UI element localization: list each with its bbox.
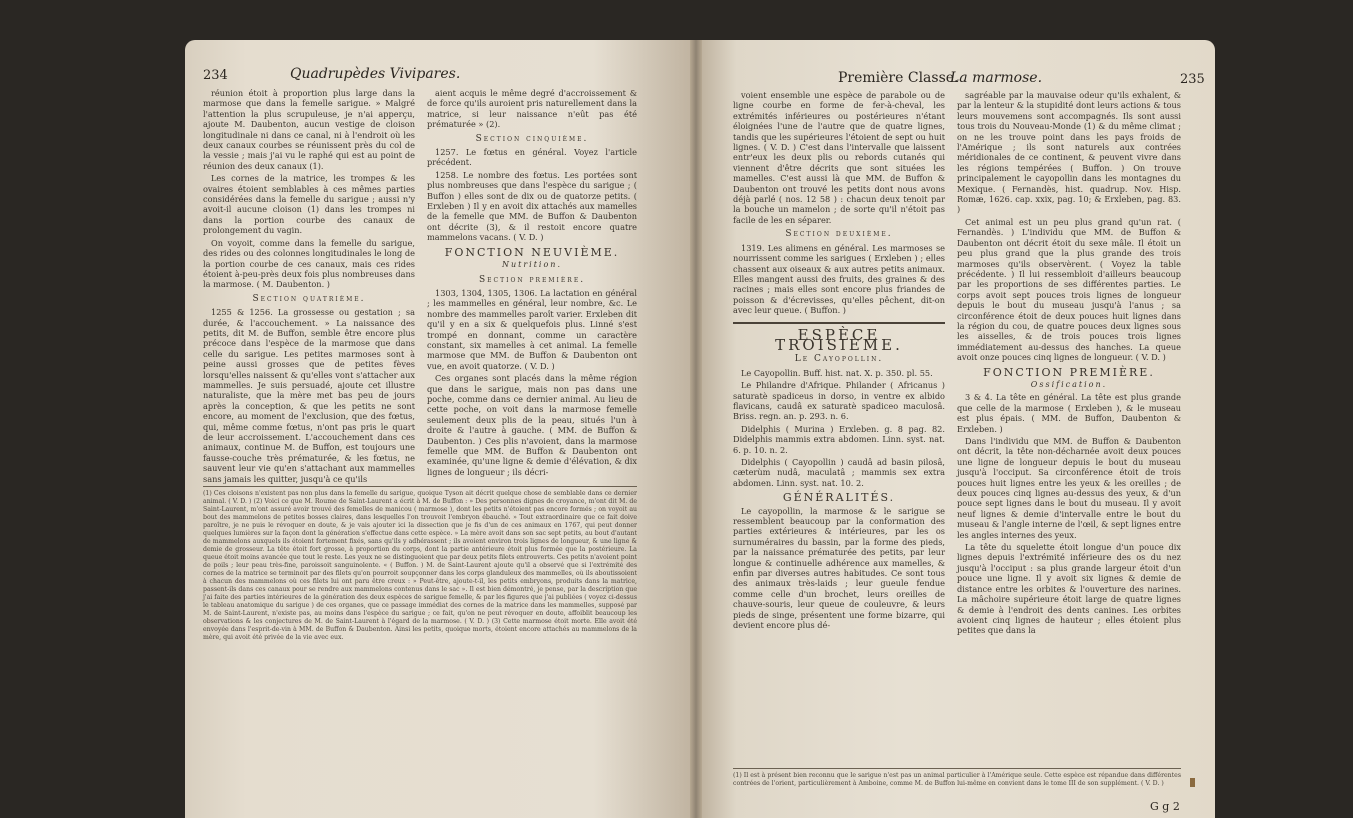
- right-column-2: [957, 90, 1181, 638]
- section-heading: Section cinquième.: [475, 133, 589, 144]
- left-page-number: 234: [203, 68, 228, 83]
- paragraph: 1303, 1304, 1305, 1306. La lactation en général ; les mammelles en général, leur nombre, &c. Le nombre des mammelles paroît varier. Erxleben dit qu'il y en a six & quelquefois plus. Linné s'est trompé en donnant, comme un caractère constant, six mamelles à cet animal. La femelle marmose que MM. de Buffon & Daubenton ont vue, en avoit quatorze. ( V. D. ): [427, 287, 637, 371]
- paragraph: sagréable par la mauvaise odeur qu'ils exhalent, & par la lenteur & la stupidité dont leurs actions & tous leurs mouvemens sont accompagnés. Ils sont aussi tous trois du Nouveau-Monde (1) & du même climat ; on ne les trouve point dans les pays froids de l'Amérique ; ils sont naturels aux contrées méridionales de ce continent, & peuvent vivre dans les régions tempérées ( Buffon. ) On trouve principalement le cayopollin dans les montagnes du Mexique. ( Fernandès, hist. quadrup. Nov. Hisp. Romæ, 1626. cap. xxix, pag. 10; & Erxleben, pag. 83. ): [957, 90, 1181, 215]
- right-running-head-italic: La marmose.: [950, 70, 1043, 86]
- footnote-rule: [203, 486, 637, 487]
- paragraph: Ces organes sont placés dans la même région que dans le sarigue, mais non pas dans une poche, comme dans ce dernier animal. Au lieu de cette poche, on voit dans la marmose femelle seulement deux plis de la peau, situés l'un à droite & l'autre à gauche. ( MM. de Buffon & Daubenton. ) Ces plis n'avoient, dans la marmose femelle que MM. de Buffon & Daubenton ont examinée, qu'une ligne & demie d'élévation, & dix lignes de longueur ; ils décri-: [427, 373, 637, 477]
- paragraph: Cet animal est un peu plus grand qu'un rat. ( Fernandès. ) L'individu que MM. de Buffon & Daubenton ont décrit étoit du sexe mâle. Il étoit un peu plus grand que la plus grande des trois marmoses qu'ils observèrent. ( Voyez la table précédente. ) Il lui ressembloit d'ailleurs beaucoup par les proportions de ses différentes parties. Le corps avoit sept pouces trois lignes de longueur depuis le bout du museau jusqu'à l'anus ; sa circonférence étoit de deux pouces huit lignes dans la région du cou, de quatre pouces deux lignes sous les aisselles, & de trois pouces trois lignes immédiatement au-dessus des hanches. La queue avoit onze pouces cinq lignes de longueur. ( V. D. ): [957, 216, 1181, 363]
- right-running-head-roman: Première Classe.: [838, 70, 959, 86]
- generalities-heading: GÉNÉRALITÉS.: [782, 491, 896, 505]
- left-running-head: Quadrupèdes Vivipares.: [290, 66, 461, 82]
- paragraph: 1258. Le nombre des fœtus. Les portées sont plus nombreuses que dans l'espèce du sarigue ; ( Buffon ) elles sont de dix ou de quatorze petits. ( Erxleben ) Il y en avoit dix attachés aux mamelles de la femelle que MM. de Buffon & Daubenton ont décrite (3), & il restoit encore quatre mammelons vacans. ( V. D. ): [427, 169, 637, 243]
- right-page-number: 235: [1180, 72, 1205, 87]
- paragraph: voient ensemble une espèce de parabole ou de ligne courbe en forme de fer-à-cheval, les extrémités inférieures ou postérieures n'étant éloignées l'une de l'autre que de quatre lignes, tandis que les supérieures l'étoient de sept ou huit lignes. ( V. D. ) C'est dans l'intervalle que laissent entr'eux les deux plis ou rebords cutanés qui viennent d'être décrits que sont situées les mamelles. C'est aussi là que MM. de Buffon & Daubenton ont trouvé les petits dont nous avons déjà parlé ( nos. 12 58 ) : chacun deux tenoit par la bouche un mamelon ; de sorte qu'il n'étoit pas facile de les en séparer.: [733, 90, 945, 225]
- paragraph: 1319. Les alimens en général. Les marmoses se nourrissent comme les sarigues ( Erxleben ) ; elles chassent aux oiseaux & aux autres petits animaux. Elles mangent aussi des fruits, des graines & des racines ; mais elles sont encore plus friandes de poisson & d'écrevisses, qu'elles pêchent, dit-on avec leur queue. ( Buffon. ): [733, 242, 945, 316]
- paragraph: réunion étoit à proportion plus large dans la marmose que dans la femelle sarigue. » Malgré l'attention la plus scrupuleuse, je n'ai apperçu, ajoute M. Daubenton, aucun vestige de cloison longitudinale ni dans ce canal, ni à l'endroit où les deux canaux courbes se réunissent près du col de la vessie ; mais j'ai vu le raphé qui est au point de réunion des deux canaux (1).: [203, 88, 415, 171]
- paragraph: Les cornes de la matrice, les trompes & les ovaires étoient semblables à ces mêmes parties considérées dans la femelle du sarigue ; aussi n'y avoit-il aucune cloison (1) dans les trompes ni dans la portion courbe des canaux de prolongement du vagin.: [203, 173, 415, 236]
- paragraph: Le Philandre d'Afrique. Philander ( Africanus ) saturatè spadiceus in dorso, in ventre ex albido flavicans, caudâ ex saturatè spadiceo maculosâ. Briss. regn. an. p. 293. n. 6.: [733, 380, 945, 422]
- page-tab-marker: [1190, 778, 1195, 787]
- book-gutter: [690, 40, 702, 818]
- right-footnote: (1) Il est à présent bien reconnu que le sarigue n'est pas un animal particulier à l'Amérique seule. Cette espèce est répandue dans différentes contrées de l'orient, particulièrement à Amboine, comme M. de Buffon lui-même en convient dans le tome III de son supplément. ( V. D. ): [733, 772, 1181, 787]
- paragraph: Le Cayopollin. Buff. hist. nat. X. p. 350. pl. 55.: [741, 367, 933, 378]
- section-heading: Section première.: [478, 274, 586, 285]
- paragraph: Didelphis ( Cayopollin ) caudâ ad basin pilosâ, cæterùm nudâ, maculatâ ; mammis sex extra abdomen. Linn. syst. nat. 10. 2.: [733, 457, 945, 488]
- sub-heading: Nutrition.: [501, 260, 563, 270]
- left-column-1: [203, 88, 415, 486]
- species-heading: ESPÈCE TROISIÈME.: [733, 322, 945, 351]
- paragraph: 3 & 4. La tête en général. La tête est plus grande que celle de la marmose ( Erxleben ), & le museau est plus épais. ( MM. de Buffon, Daubenton & Erxleben. ): [957, 392, 1181, 434]
- paragraph: La tête du squelette étoit longue d'un pouce dix lignes depuis l'extrémité inférieure des os du nez jusqu'à l'occiput : sa plus grande largeur étoit d'un pouce une ligne. Il y avoit six lignes & demie de distance entre les orbites & l'ouverture des narines. La mâchoire supérieure étoit large de quatre lignes & demie à l'endroit des dents canines. Les orbites avoient cinq lignes de hauteur ; elles étoient plus petites que dans la: [957, 542, 1181, 636]
- section-heading: Section deuxième.: [785, 229, 893, 240]
- paragraph: Le cayopollin, la marmose & le sarigue se ressemblent beaucoup par la conformation des parties extérieures & intérieures, par les os surnuméraires du bassin, par la forme des pieds, par la naissance prématurée des petits, par leur longue & continuelle adhérence aux mamelles, & enfin par diverses autres habitudes. Ce sont tous des animaux très-laids ; leur gueule fendue comme celle d'un brochet, leurs oreilles de chauve-souris, leur queue de couleuvre, & leurs pieds de singe, présentent une forme bizarre, qui devient encore plus dé-: [733, 505, 945, 631]
- paragraph: On voyoit, comme dans la femelle du sarigue, des rides ou des colonnes longitudinales le long de la portion courbe de ces canaux, mais ces rides étoient à-peu-près deux fois plus nombreuses dans la marmose. ( M. Daubenton. ): [203, 237, 415, 290]
- function-heading: FONCTION NEUVIÈME.: [444, 245, 620, 259]
- paragraph: 1257. Le fœtus en général. Voyez l'article précédent.: [427, 147, 637, 168]
- sub-heading: Ossification.: [1030, 379, 1108, 389]
- paragraph: 1255 & 1256. La grossesse ou gestation ; sa durée, & l'accouchement. » La naissance des petits, dit M. de Buffon, semble être encore plus précoce dans l'espèce de la marmose que dans celle du sarigue. Les petites marmoses sont à peine aussi grosses que de petites fèves lorsqu'elles naissent & qu'elles vont s'attacher aux mammelles. Je suis persuadé, ajoute cet illustre naturaliste, que la mère met bas peu de jours après la conception, & que les petits ne sont encore, au moment de l'exclusion, que des fœtus, qui, même comme fœtus, n'ont pas pris le quart de leur accroissement. L'accouchement dans ces animaux, continue M. de Buffon, est toujours une fausse-couche très prématurée, & les fœtus, ne sauvent leur vie qu'en s'attachant aux mammelles sans jamais les quitter, jusqu'à ce qu'ils: [203, 307, 415, 484]
- left-column-2: [427, 88, 637, 479]
- paragraph: Didelphis ( Murina ) Erxleben. g. 8 pag. 82. Didelphis mammis extra abdomen. Linn. syst. nat. 6. p. 10. n. 2.: [733, 423, 945, 455]
- function-heading: FONCTION PREMIÈRE.: [983, 365, 1155, 379]
- footnote-rule: [733, 768, 1181, 769]
- species-name: Le Cayopollin.: [794, 354, 884, 365]
- paragraph: aient acquis le même degré d'accroissement & de force qu'ils auroient pris naturellement dans la matrice, si leur naissance n'eût pas été prématurée » (2).: [427, 88, 637, 130]
- signature-mark: G g 2: [1150, 800, 1180, 813]
- left-footnotes: (1) Ces cloisons n'existent pas non plus dans la femelle du sarigue, quoique Tyson ait décrit quelque chose de semblable dans ce dernier animal. ( V. D. ) (2) Voici ce que M. Roume de Saint-Laurent a écrit à M. de Buffon : » Des personnes dignes de croyance, m'ont dit M. de Saint-Laurent, m'ont assuré avoir trouvé des femelles de manicou ( marmose ), dont les petits n'étoient pas encore formés ; on voyoit au bout des mammelons de petites bosses claires, dans lesquelles l'on trouvoit l'embryon ébauché. » Tout extraordinaire que ce fait doive paroître, je ne puis le révoquer en doute, & je vais ajouter ici la dissection que je fis d'un de ces animaux en 1767, qui peut donner quelques lumières sur la façon dont la génération s'effectue dans cette espèce. » La mère avoit dans son sac sept petits, au bout d'autant de mammelons auxquels ils étoient fortement fixés, sans qu'ils y adhérassent ; ils avoient environ trois lignes de longueur, & une ligne & demie de grosseur. La tête étoit fort grosse, à proportion du corps, dont la partie antérieure étoit plus formée que la postérieure. La queue étoit moins avancée que tout le reste. Les yeux ne se distinguoient que par deux petits filets entrouverts. Ces petits n'avoient point de poils ; leur peau très-fine, paroissoit sanguinolente. « ( Buffon. ) M. de Saint-Laurent ajoute qu'il a observé que si l'extrémité des cornes de la matrice se terminoit par des filets qu'on pourroit soupçonner dans les corps glanduleux des mammelles, où ils aboutissoient à chacun des mammelons où ces filets lui ont paru être creux : » Peut-être, ajoute-t-il, les petits embryons, produits dans la matrice, passent-ils dans ces canaux pour se rendre aux mammelons contenus dans le sac ». Il est bien démontré, je pense, par la description que j'ai faite des parties intérieures de la génération des deux espèces de sarigue femelle, & par les figures que j'ai publiées ( voyez ci-dessus le tableau anatomique du sarigue ) de ces organes, que ce passage immédiat des cornes de la matrice dans les mammelles, supposé par M. de Saint-Laurent, n'existe pas, au moins dans l'espèce du sarigue ; ce fait, qu'on ne peut révoquer en doute, affoiblit beaucoup les observations & les conjectures de M. de Saint-Laurent à l'égard de la marmose. ( V. D. ) (3) Cette marmose étoit morte. Elle avoit été envoyée dans l'esprit-de-vin à MM. de Buffon & Daubenton. Ainsi les petits, quoique morts, étoient encore attachés au mammelons de la mère, qui avoit été privée de la vie avec eux.: [203, 490, 637, 641]
- paragraph: Dans l'individu que MM. de Buffon & Daubenton ont décrit, la tête non-décharnée avoit deux pouces une ligne de longueur depuis le bout du museau jusqu'à l'occiput. Sa circonférence étoit de trois pouces huit lignes entre les yeux & les oreilles ; de deux pouces cinq lignes au-dessus des yeux, & d'un pouce sept lignes dans le bout du museau. Il y avoit neuf lignes & demie d'intervalle entre le bout du museau & l'angle interne de l'œil, & sept lignes entre les angles internes des yeux.: [957, 436, 1181, 540]
- right-column-1: [733, 90, 945, 633]
- section-heading: Section quatrième.: [252, 293, 366, 304]
